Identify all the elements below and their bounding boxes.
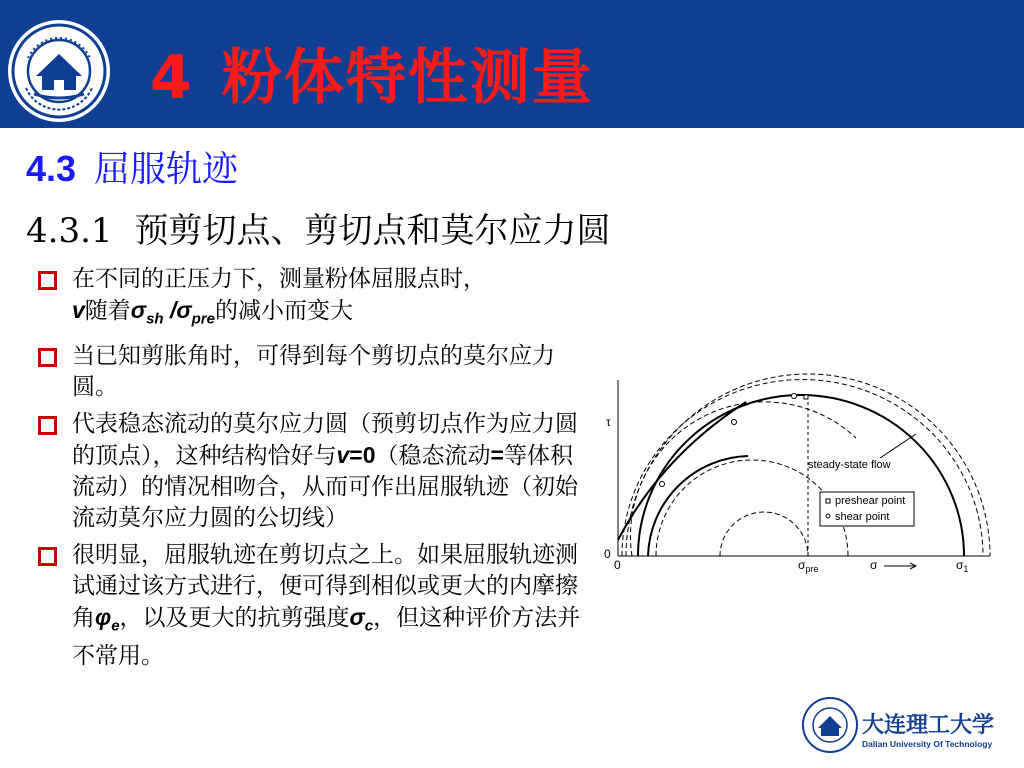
symbol-sigma-pre: $\sigma_{pre}$ — [176, 297, 215, 328]
bullet-text: 等体积流动）的情况相吻合，从而可作出屈服轨迹（初始流动莫尔应力圆的公切线） — [72, 442, 578, 531]
bullet-item — [36, 264, 581, 335]
shear-point-marker — [732, 420, 737, 425]
equals-sign: = — [490, 441, 504, 468]
symbol-v: v — [72, 297, 85, 323]
footer-university-logo — [800, 694, 995, 756]
bullet-item — [36, 540, 581, 673]
bullet-text: ，但这种评价方法并不常用。 — [72, 604, 581, 670]
shear-point-marker — [792, 394, 797, 399]
university-seal-icon — [803, 698, 857, 752]
symbol-sigma-c: $\sigma_c$ — [349, 603, 374, 635]
preshear-point-marker — [804, 395, 808, 399]
origin-label: 0 — [604, 547, 611, 561]
symbol-v: v — [336, 441, 350, 468]
subsection-title: 预剪切点、剪切点和莫尔应力圆 — [134, 211, 611, 251]
bullet-text: 在不同的正压力下，测量粉体屈服点时， — [72, 266, 486, 292]
bullet-square-icon — [38, 348, 57, 367]
section-number: 4.3 — [26, 148, 77, 189]
mohr-circle-diagram — [598, 376, 994, 576]
symbol-phi-e: $\varphi_e$ — [95, 603, 120, 635]
legend-preshear: preshear point — [835, 495, 906, 507]
symbol-sigma-sh: $\sigma_{sh}$ — [130, 297, 164, 328]
sigma-pre-label: $\sigma_{pre}$ — [798, 558, 819, 574]
bullet-text: （稳态流动 — [375, 442, 491, 469]
bullet-square-icon — [38, 271, 57, 290]
yield-locus-line — [618, 402, 746, 540]
bullet-square-icon — [38, 416, 57, 435]
outer-mohr-circle-2 — [622, 380, 983, 556]
shear-point-marker — [660, 482, 665, 487]
footer-name-cn: 大连理工大学 — [862, 713, 995, 738]
small-mohr-circle — [720, 512, 808, 556]
legend-shear: shear point — [835, 511, 890, 523]
steady-state-annotation: steady-state flow — [808, 459, 891, 471]
subsection-number: 4.3.1 — [26, 211, 113, 251]
bullet-text: 很明显，屈服轨迹在剪切点之上。如果屈服轨迹测试通过该方式进行，便可得到相似或更大的内摩擦角 — [72, 541, 578, 631]
bullet-item — [36, 409, 581, 534]
bullet-text: 随着 — [84, 298, 131, 324]
bullet-text: 代表稳态流动的莫尔应力圆（预剪切点作为应力圆的顶点），这种结构恰好与 — [72, 410, 578, 469]
bullet-list — [36, 264, 581, 678]
bullet-square-icon — [38, 547, 57, 566]
subsection-heading — [26, 208, 611, 254]
x-origin-label: 0 — [614, 558, 621, 572]
equals-zero: =0 — [349, 441, 376, 468]
bullet-item — [36, 341, 581, 403]
footer-name-en: Dalian University Of Technology — [862, 739, 993, 749]
section-title: 屈服轨迹 — [94, 149, 239, 190]
medium-mohr-circle — [656, 460, 848, 556]
tau-axis-label: τ — [606, 415, 611, 429]
bullet-text: ，以及更大的抗剪强度 — [119, 604, 350, 631]
slide-title — [150, 38, 594, 118]
bullet-text: 当已知剪胀角时，可得到每个剪切点的莫尔应力圆。 — [72, 342, 555, 400]
university-seal-icon — [6, 18, 112, 124]
bullet-text: 的减小而变大 — [214, 298, 353, 324]
annotation-leader — [880, 434, 916, 458]
sigma-axis-label: σ — [870, 558, 878, 572]
figure-legend — [820, 492, 914, 526]
section-heading — [26, 145, 238, 194]
partial-mohr-circle — [630, 402, 856, 556]
sigma1-label: $\sigma_1$ — [956, 558, 969, 574]
title-text: 粉体特性测量 — [221, 43, 594, 113]
slash: / — [163, 297, 177, 323]
title-number: 4 — [150, 43, 194, 113]
